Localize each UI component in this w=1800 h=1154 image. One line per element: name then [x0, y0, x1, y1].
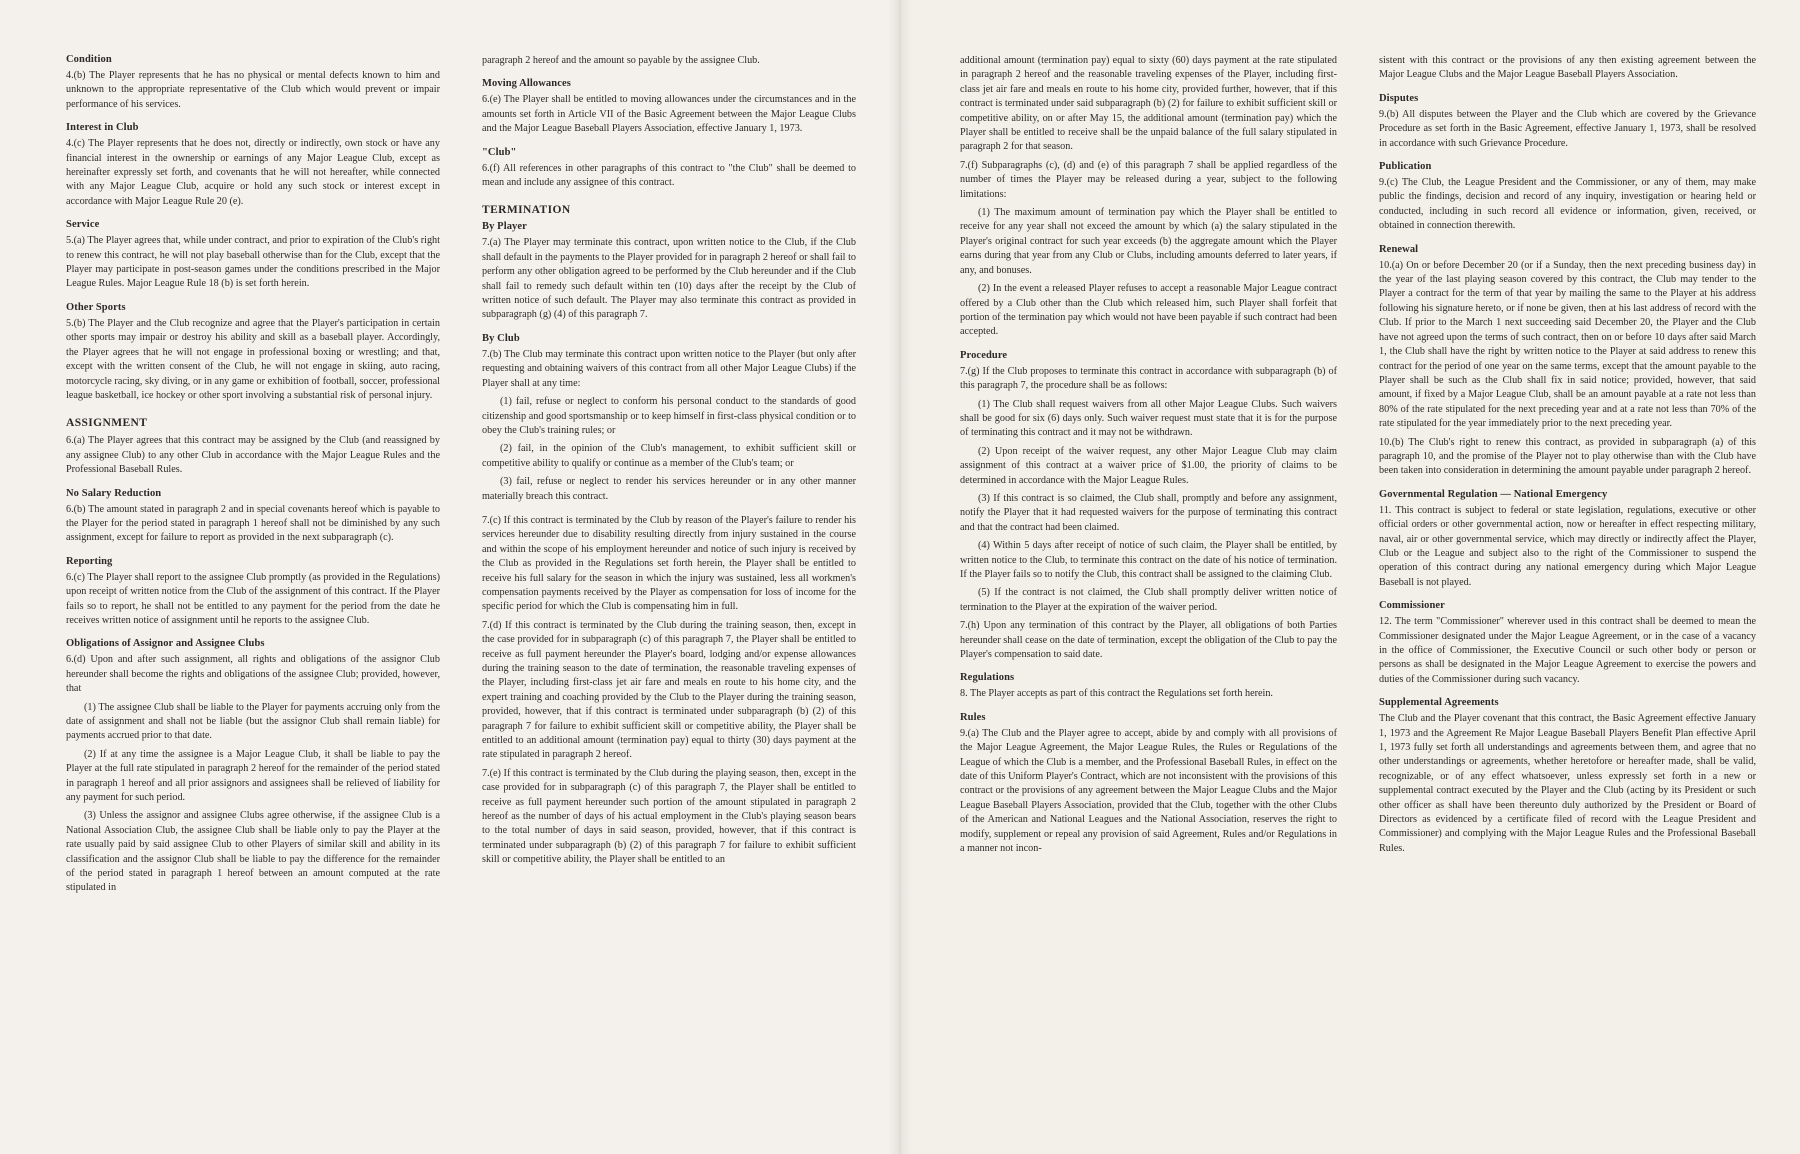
subparagraph: (5) If the contract is not claimed, the Club shall promptly deliver written notice of termination to the Player at the expiration of the waiver period.	[960, 587, 1337, 613]
section-heading: Supplemental Agreements	[1379, 697, 1499, 709]
section-heading: Disputes	[1379, 92, 1419, 104]
contract-section	[1379, 93, 1756, 151]
paragraph: paragraph 2 hereof and the amount so payable by the assignee Club.	[482, 55, 760, 66]
subparagraph: (2) Upon receipt of the waiver request, any other Major League Club may claim assignment of this contract at a waiver price of $1.00, the priority of claims to be determined in accordance with the Major League Rules.	[960, 445, 1337, 486]
contract-section	[1379, 161, 1756, 234]
paragraph: 7.(h) Upon any termination of this contract by the Player, all obligations of both Parties hereunder shall cease on the date of termination, except the obligation of the Club to pay the Player's compensation to said date.	[960, 620, 1337, 661]
paragraph: 7.(d) If this contract is terminated by the Club during the training season, then, except in the case provided for in subparagraph (c) of this paragraph 7, the Player shall be entitled to receive as full payment hereunder the Player's board, lodging and/or expense allowances during the training season to the date of termination, the reasonable traveling expenses of the Player, including first-class jet air fare and meals en route to his home city, and the expert training and coaching provided by the Club to the Player during the training season, provided, however, that if this contract is terminated under subparagraph (b) (2) of this paragraph 7 for failure to exhibit sufficient skill or competitive ability, the Player shall be entitled to an additional amount (termination pay) equal to thirty (30) days payment at the rate stipulated in paragraph 2 hereof.	[482, 619, 856, 761]
contract-section	[482, 514, 856, 868]
contract-section	[960, 54, 1337, 340]
subparagraph: (1) The Club shall request waivers from all other Major League Clubs. Such waivers shall be good for six (6) days only. Such waiver request must state that it is for the purpose of terminating this contract and it may not be withdrawn.	[960, 398, 1337, 439]
paragraph: 9.(a) The Club and the Player agree to accept, abide by and comply with all provisions of the Major League Agreement, the Major League Rules, the Rules or Regulations of the League of which the Club is a member, and the Professional Baseball Rules, in effect on the date of this Uniform Player's Contract, which are not inconsistent with the provisions of this contract or the provisions of any agreement between the Major League Clubs and the Major League Baseball Players Association, provided that the Club, together with the other Clubs of the American and National Leagues and the National Association, reserves the right to modify, supplement or repeal any provision of said Agreement, Rules and/or Regulations in a manner not incon-	[960, 727, 1337, 855]
subparagraph: (2) In the event a released Player refuses to accept a reasonable Major League contract offered by a Club other than the Club which released him, such Player shall forfeit that portion of the termination pay which would not have been payable if such contract had been accepted.	[960, 283, 1337, 338]
section-heading: Regulations	[960, 672, 1015, 684]
section-heading: Commissioner	[1379, 600, 1445, 612]
contract-section	[482, 78, 856, 136]
contract-section	[960, 350, 1337, 663]
subparagraph: (2) fail, in the opinion of the Club's management, to exhibit sufficient skill or competitive ability to qualify or continue as a member of the Club's team; or	[482, 443, 856, 469]
paragraph: 9.(b) All disputes between the Player and the Club which are covered by the Grievance Procedure as set forth in the Basic Agreement, effective January 1, 1973, shall be resolved in accordance with such Grievance Procedure.	[1379, 108, 1756, 149]
section-heading: Rules	[960, 711, 986, 723]
subparagraph: (1) The assignee Club shall be liable to the Player for payments accruing only from the date of assignment and shall not be liable (but the assignor Club shall remain liable) for payments accrued prior to that date.	[66, 701, 440, 742]
contract-section	[66, 219, 440, 292]
paragraph: 10.(a) On or before December 20 (or if a Sunday, then the next preceding business day) in the year of the last playing season covered by this contract, the Club may tender to the Player a contract for the term of that year by mailing the same to the Player at his address following his signature hereto, or if none be given, then at his last address of record with the Club. If prior to the March 1 next succeeding said December 20, the Player and the Club have not agreed upon the terms of such contract, then on or before 10 days after said March 1, the Club shall have the right by written notice to the Player at said address to renew this contract for the period of one year on the same terms, except that the amount payable to the Player shall be such as the Club shall fix in said notice; provided, however, that said amount, if fixed by a Major League Club, shall be an amount payable at a rate not less than 80% of the rate stipulated for the next preceding year and at a rate not less than 70% of the rate stipulated for the year immediately prior to the next preceding year.	[1379, 259, 1756, 430]
contract-section	[66, 556, 440, 629]
contract-section	[482, 204, 856, 322]
contract-section	[482, 54, 856, 68]
section-heading: No Salary Reduction	[66, 487, 162, 499]
contract-section	[960, 672, 1337, 701]
section-heading: Obligations of Assignor and Assignee Clubs	[66, 638, 265, 650]
major-heading: ASSIGNMENT	[66, 417, 148, 430]
subparagraph: (1) The maximum amount of termination pay which the Player shall be entitled to receive for any year shall not exceed the amount by which (a) the salary stipulated in the Player's original contract for such year exceeds (b) the aggregate amount which the Player earns during that year from any Club or Clubs, including amounts deferred to later years, if any, and bonuses.	[960, 207, 1337, 276]
contract-section	[66, 54, 440, 112]
paragraph: 7.(e) If this contract is terminated by the Club during the playing season, then, except in the case provided for in subparagraph (c) of this paragraph 7, the Player shall be entitled to receive as full payment hereunder such portion of the amount stipulated in paragraph 2 hereof as the number of days of his actual employment in the Club's playing season bears to the total number of days in said season, provided, however, that if this contract is terminated under subparagraph (b) (2) of this paragraph 7 for failure to exhibit sufficient skill or competitive ability, the Player shall be entitled to an	[482, 767, 856, 866]
major-heading: TERMINATION	[482, 204, 571, 217]
paragraph: 6.(b) The amount stated in paragraph 2 and in special covenants hereof which is payable to the Player for the period stated in paragraph 1 hereof shall not be diminished by any such assignment, except for failure to report as provided in the next subparagraph (c).	[66, 503, 440, 544]
section-heading: By Club	[482, 332, 520, 344]
paragraph: 12. The term "Commissioner" wherever used in this contract shall be deemed to mean the Commissioner designated under the Major League Agreement, or in the case of a vacancy in the office of Commissioner, the Executive Council or such other body or person or persons as shall be designated in the Major League Agreement to exercise the powers and duties of the Commissioner during such vacancy.	[1379, 616, 1756, 685]
paragraph: 5.(a) The Player agrees that, while under contract, and prior to expiration of the Club's right to renew this contract, he will not play baseball otherwise than for the Club, except that the Player may participate in post-season games under the conditions prescribed in the Major League Rules. Major League Rule 18 (b) is set forth herein.	[66, 235, 440, 290]
paragraph: 6.(f) All references in other paragraphs of this contract to "the Club" shall be deemed to mean and include any assignee of this contract.	[482, 162, 856, 189]
section-heading: Other Sports	[66, 301, 126, 313]
section-heading: Moving Allowances	[482, 78, 571, 90]
subparagraph: (1) fail, refuse or neglect to conform his personal conduct to the standards of good citizenship and good sportsmanship or to keep himself in first-class physical condition or to obey the Club's training rules; or	[482, 396, 856, 436]
paragraph: 6.(c) The Player shall report to the assignee Club promptly (as provided in the Regulations) upon receipt of written notice from the Club of the assignment of this contract. If the Player fails so to report, he shall not be entitled to any payment for the period from the date he receives written notice of assignment until he reports to the assignee Club.	[66, 571, 440, 626]
contract-section	[1379, 600, 1756, 687]
paragraph: 8. The Player accepts as part of this contract the Regulations set forth herein.	[960, 688, 1273, 700]
paragraph: 7.(b) The Club may terminate this contract upon written notice to the Player (but only after requesting and obtaining waivers of this contract from all other Major League Clubs) if the Player shall at any time:	[482, 348, 856, 389]
paragraph: 6.(a) The Player agrees that this contract may be assigned by the Club (and reassigned by any assignee Club) to any other Club in accordance with the Major League Rules and the Professional Baseball Rules.	[66, 435, 440, 476]
contract-section	[66, 302, 440, 403]
section-heading: Service	[66, 219, 100, 231]
paragraph: 7.(f) Subparagraphs (c), (d) and (e) of this paragraph 7 shall be applied regardless of the number of times the Player may be released during a year, subject to the following limitations:	[960, 159, 1337, 200]
contract-section	[66, 417, 440, 477]
paragraph: 6.(d) Upon and after such assignment, all rights and obligations of the assignor Club hereunder shall become the rights and obligations of the assignee Club; provided, however, that	[66, 654, 440, 695]
paragraph: 4.(c) The Player represents that he does not, directly or indirectly, own stock or have any financial interest in the ownership or earnings of any Major League Club, except as hereinafter expressly set forth, and covenants that he will not hereafter, while connected with any Major League Club, acquire or hold any such stock or interest except in accordance with Major League Rule 20 (e).	[66, 138, 440, 207]
paragraph: 7.(c) If this contract is terminated by the Club by reason of the Player's failure to render his services hereunder due to disability resulting directly from injury sustained in the course and within the scope of his employment hereunder and notice of such injury is received by the Club as provided in the Regulations set forth herein, the Player shall be entitled to receive his full salary for the season in which the injury was sustained, less all workmen's compensation payments received by the Player as compensation for loss of income for the specific period for which the Club is compensating him in full.	[482, 514, 856, 613]
page-gutter	[888, 0, 912, 1154]
section-heading: Reporting	[66, 555, 113, 567]
contract-section	[960, 712, 1337, 857]
left-page-column-2	[482, 54, 856, 1134]
paragraph: 4.(b) The Player represents that he has no physical or mental defects known to him and unknown to the appropriate representative of the Club which would prevent or impair performance of his services.	[66, 70, 440, 110]
paragraph: 7.(g) If the Club proposes to terminate this contract in accordance with subparagraph (b) of this paragraph 7, the procedure shall be as follows:	[960, 365, 1337, 392]
paragraph: The Club and the Player covenant that this contract, the Basic Agreement effective January 1, 1973 and the Agreement Re Major League Baseball Players Benefit Plan effective April 1, 1973 fully set forth all understandings and agreements between them, and agree that no other understandings or agreements, whether heretofore or hereafter made, shall be valid, recognizable, or of any effect whatsoever, unless expressly set forth in a new or supplemental contract executed by the Player and the Club (acting by its President or such other officer as shall have been thereunto duly authorized by the President or Board of Directors as evidenced by a certificate filed of record with the League President and Commissioner) and complying with the Major League Rules and the Professional Baseball Rules.	[1379, 713, 1756, 854]
contract-section	[1379, 697, 1756, 856]
paragraph: 9.(c) The Club, the League President and the Commissioner, or any of them, may make public the findings, decision and record of any inquiry, investigation or hearing held or conducted, including in such record all evidence or information, given, received, or obtained in connection therewith.	[1379, 177, 1756, 232]
contract-section	[482, 333, 856, 504]
contract-section	[1379, 244, 1756, 479]
subparagraph: (3) Unless the assignor and assignee Clubs agree otherwise, if the assignee Club is a National Association Club, the assignee Club shall be liable only to pay the Player at the rate usually paid by said assignee Club to other Players of similar skill and ability in its classification and the assignor Club shall be liable to pay the difference for the remainder of the period stated in paragraph 1 hereof between an amount computed at the rate stipulated in	[66, 810, 440, 894]
section-heading: "Club"	[482, 146, 517, 158]
section-heading: Interest in Club	[66, 122, 139, 134]
right-page	[900, 0, 1800, 1154]
subparagraph: (3) If this contract is so claimed, the Club shall, promptly and before any assignment, notify the Player that it had requested waivers for the purpose of terminating this contract and that the contract had been claimed.	[960, 492, 1337, 533]
right-page-column-2	[1379, 54, 1756, 1134]
paragraph: 11. This contract is subject to federal or state legislation, regulations, executive or other official orders or other governmental action, now or hereafter in effect respecting military, naval, air or other governmental service, which may directly or indirectly affect the Player, Club or the League and subject also to the right of the Commissioner to suspend the operation of this contract during any national emergency during which Major League Baseball is not played.	[1379, 504, 1756, 588]
section-heading: Condition	[66, 54, 112, 65]
left-page-column-1	[66, 54, 440, 1134]
contract-section	[482, 147, 856, 191]
contract-section	[66, 638, 440, 896]
contract-section	[1379, 54, 1756, 83]
contract-section	[1379, 489, 1756, 590]
paragraph: sistent with this contract or the provisions of any then existing agreement between the Major League Clubs and the Major League Baseball Players Association.	[1379, 55, 1756, 81]
section-heading: Procedure	[960, 349, 1008, 361]
paragraph: 10.(b) The Club's right to renew this contract, as provided in subparagraph (a) of this paragraph 10, and the promise of the Player not to play otherwise than with the Club have been taken into consideration in determining the amount payable under paragraph 2 hereof.	[1379, 436, 1756, 477]
section-heading: Renewal	[1379, 243, 1419, 255]
paragraph: 7.(a) The Player may terminate this contract, upon written notice to the Club, if the Club shall default in the payments to the Player provided for in paragraph 2 hereof or shall fail to perform any other obligation agreed to be performed by the Club hereunder and if the Club shall fail to remedy such default within ten (10) days after the receipt by the Club of written notice of such default. The Player may also terminate this contract as provided in subparagraph (g) (4) of this paragraph 7.	[482, 237, 856, 321]
subparagraph: (3) fail, refuse or neglect to render his services hereunder or in any other manner materially breach this contract.	[482, 476, 856, 502]
contract-section	[66, 122, 440, 209]
paragraph: 5.(b) The Player and the Club recognize and agree that the Player's participation in certain other sports may impair or destroy his ability and skill as a baseball player. Accordingly, the Player agrees that he will not engage in professional boxing or wrestling; and that, except with the written consent of the Club, he will not engage in skiing, auto racing, motorcycle racing, sky diving, or in any game or exhibition of football, soccer, professional league basketball, ice hockey or other sport involving a substantial risk of personal injury.	[66, 317, 440, 401]
paragraph: additional amount (termination pay) equal to sixty (60) days payment at the rate stipulated in paragraph 2 hereof and the reasonable traveling expenses of the Player, including first-class jet air fare and meals en route to his home city, provided further, however, that if this contract is terminated under said subparagraph (b) (2) for failure to exhibit sufficient skill or competitive ability, on or after May 15, the additional amount (termination pay) which the Player shall be entitled to receive shall be the unpaid balance of the full salary stipulated in paragraph 2 for that season.	[960, 55, 1337, 153]
subparagraph: (2) If at any time the assignee is a Major League Club, it shall be liable to pay the Player at the full rate stipulated in paragraph 2 hereof for the remainder of the period stated in paragraph 1 hereof and all prior assignors and assignees shall be relieved of liability for any payment for such period.	[66, 748, 440, 804]
right-page-column-1	[960, 54, 1337, 1134]
paragraph: 6.(e) The Player shall be entitled to moving allowances under the circumstances and in the amounts set forth in Article VII of the Basic Agreement between the Major League Clubs and the Major League Baseball Players Association, effective January 1, 1973.	[482, 94, 856, 135]
section-heading: Governmental Regulation — National Emergency	[1379, 488, 1608, 500]
contract-section	[66, 488, 440, 546]
subparagraph: (4) Within 5 days after receipt of notice of such claim, the Player shall be entitled, by written notice to the Club, to terminate this contract on the date of his notice of termination. If the Player fails so to notify the Club, this contract shall be assigned to the claiming Club.	[960, 540, 1337, 580]
section-heading: Publication	[1379, 161, 1432, 173]
section-heading: By Player	[482, 221, 527, 233]
